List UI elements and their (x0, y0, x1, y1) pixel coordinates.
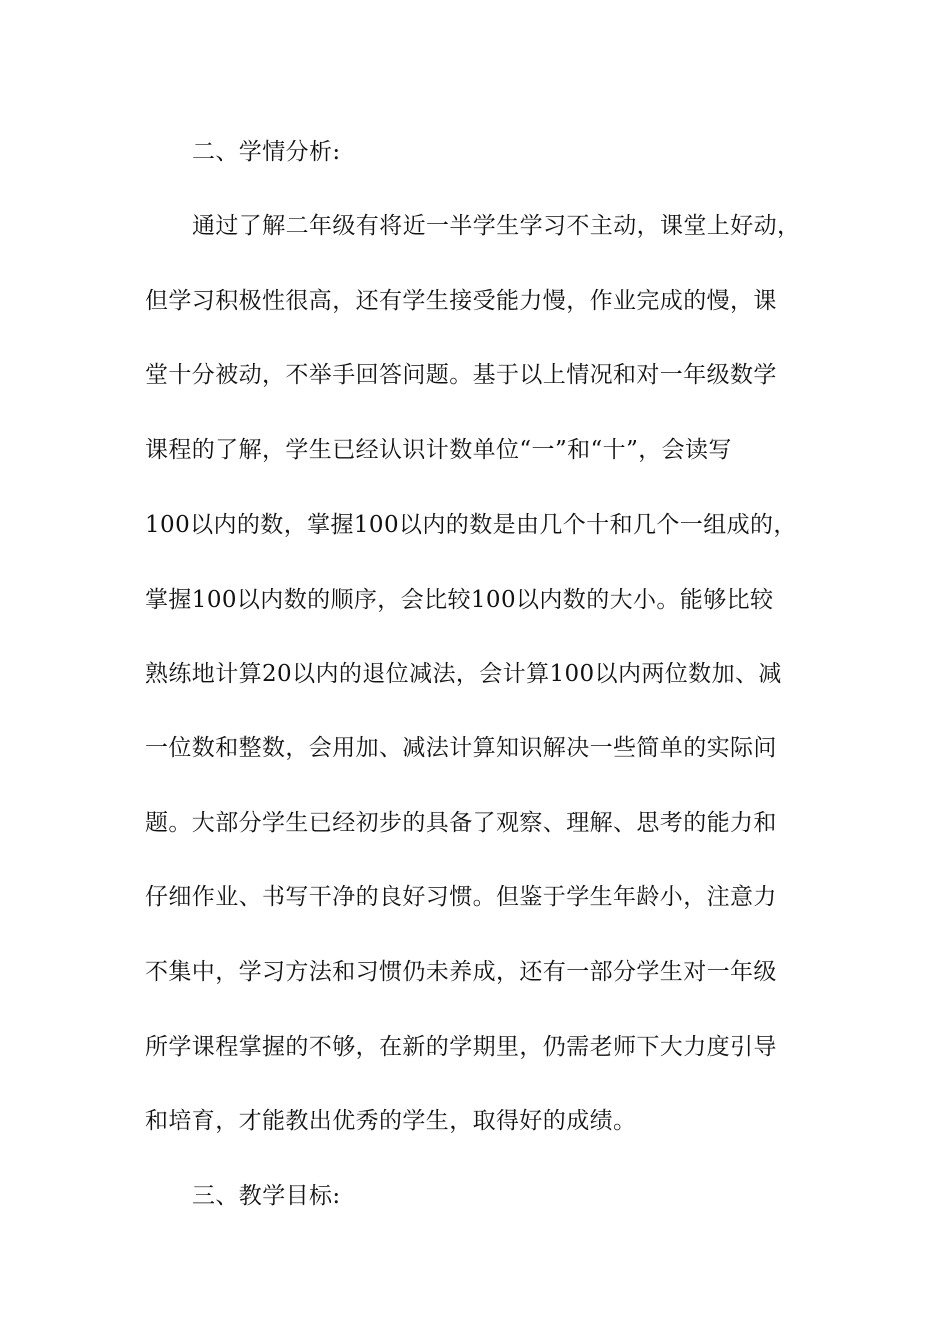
section-heading-learning-analysis: 二、学情分析: (192, 139, 341, 165)
paragraph-line-12: 所学课程掌握的不够，在新的学期里，仍需老师下大力度引导 (145, 1034, 777, 1060)
paragraph-line-6: 掌握100以内数的顺序，会比较100以内数的大小。能够比较 (145, 587, 774, 613)
section-heading-teaching-goals: 三、教学目标: (192, 1183, 341, 1209)
paragraph-line-1: 通过了解二年级有将近一半学生学习不主动，课堂上好动， (192, 213, 801, 239)
paragraph-line-13: 和培育，才能教出优秀的学生，取得好的成绩。 (145, 1108, 637, 1134)
paragraph-line-9: 题。大部分学生已经初步的具备了观察、理解、思考的能力和 (145, 810, 777, 836)
paragraph-line-3: 堂十分被动，不举手回答问题。基于以上情况和对一年级数学 (145, 362, 777, 388)
paragraph-line-11: 不集中，学习方法和习惯仍未养成，还有一部分学生对一年级 (145, 959, 777, 985)
paragraph-line-4: 课程的了解，学生已经认识计数单位“一”和“十”，会读写 (145, 437, 732, 463)
paragraph-line-2: 但学习积极性很高，还有学生接受能力慢，作业完成的慢，课 (145, 288, 777, 314)
paragraph-line-8: 一位数和整数，会用加、减法计算知识解决一些简单的实际问 (145, 735, 777, 761)
paragraph-line-5: 100以内的数，掌握100以内的数是由几个十和几个一组成的， (145, 512, 797, 538)
paragraph-line-10: 仔细作业、书写干净的良好习惯。但鉴于学生年龄小，注意力 (145, 884, 777, 910)
paragraph-line-7: 熟练地计算20以内的退位减法，会计算100以内两位数加、减 (145, 661, 782, 687)
